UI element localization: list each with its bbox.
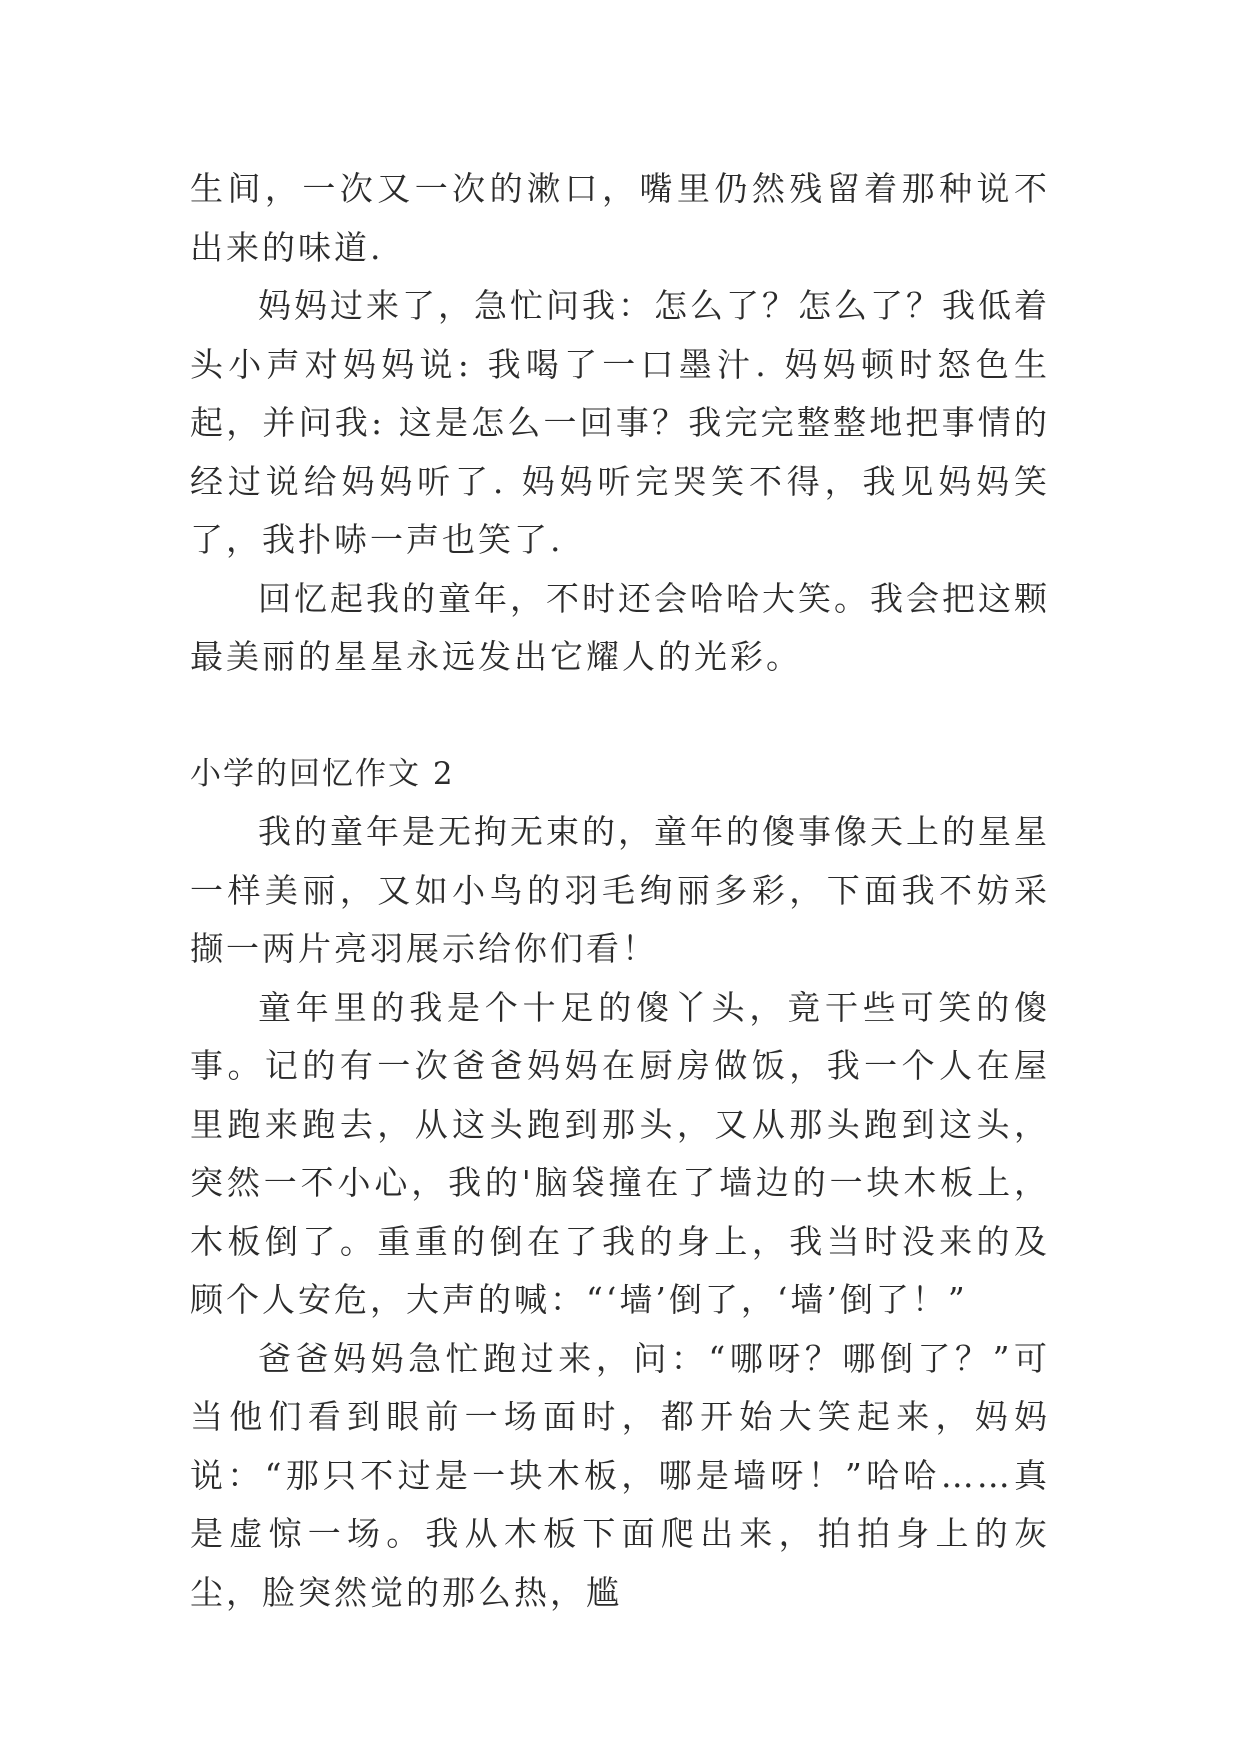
paragraph-5: 童年里的我是个十足的傻丫头，竟干些可笑的傻事。记的有一次爸爸妈妈在厨房做饭，我一个人在屋里跑来跑去，从这头跑到那头，又从那头跑到这头，突然一不小心，我的'脑袋撞在了墙边的一块木板上，木板倒了。重重的倒在了我的身上，我当时没来的及顾个人安危，大声的喊：“‘墙’倒了，‘墙’倒了！”	[190, 987, 1050, 1319]
paragraph-4: 我的童年是无拘无束的，童年的傻事像天上的星星一样美丽，又如小鸟的羽毛绚丽多彩，下面我不妨采撷一两片亮羽展示给你们看！	[190, 812, 1050, 968]
paragraph-1: 生间，一次又一次的漱口，嘴里仍然残留着那种说不出来的味道.	[190, 169, 1050, 267]
section-spacer	[190, 687, 1050, 745]
paragraph-2: 妈妈过来了，急忙问我：怎么了？怎么了？我低着头小声对妈妈说: 我喝了一口墨汁. 妈妈顿时怒色生起，并问我: 这是怎么一回事？我完完整整地把事情的经过说给妈妈听了. 妈妈听完哭笑不得，我见妈妈笑了，我扑哧一声也笑了.	[190, 286, 1050, 559]
section-title: 小学的回忆作文 2	[190, 755, 455, 792]
document-body	[190, 160, 1050, 1622]
paragraph-3: 回忆起我的童年，不时还会哈哈大笑。我会把这颗最美丽的星星永远发出它耀人的光彩。	[190, 578, 1050, 676]
paragraph-6: 爸爸妈妈急忙跑过来，问：“哪呀？哪倒了？”可当他们看到眼前一场面时，都开始大笑起来，妈妈说：“那只不过是一块木板，哪是墙呀！”哈哈……真是虚惊一场。我从木板下面爬出来，拍拍身上的灰尘，脸突然觉的那么热，尴	[190, 1338, 1050, 1612]
